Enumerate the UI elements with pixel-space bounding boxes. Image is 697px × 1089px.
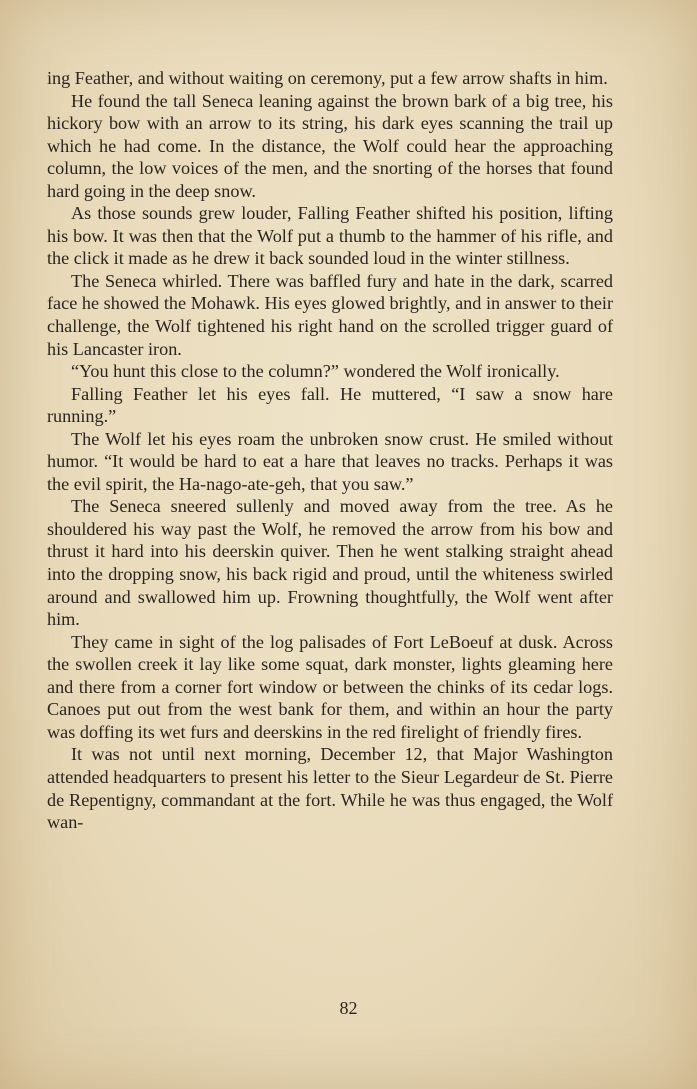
paragraph: Falling Feather let his eyes fall. He muttered, “I saw a snow hare running.” [47, 383, 613, 427]
paragraph: He found the tall Seneca leaning against the brown bark of a big tree, his hickory bow with an arrow to its string, his dark eyes scanning the trail up which he had come. In the distance, the Wolf could hear the approaching column, the low voices of the men, and the snorting of the horses that found hard going in the deep snow. [47, 90, 613, 201]
paragraph: The Wolf let his eyes roam the unbroken snow crust. He smiled without humor. “It would be hard to eat a hare that leaves no tracks. Perhaps it was the evil spirit, the Ha-nago-ate-geh, that you saw.” [47, 428, 613, 494]
page-number: 82 [339, 998, 358, 1018]
paragraph: “You hunt this close to the column?” wondered the Wolf ironically. [71, 361, 560, 382]
paragraph: The Seneca whirled. There was baffled fury and hate in the dark, scarred face he showed the Mohawk. His eyes glowed brightly, and in answer to their challenge, the Wolf tightened his right hand on the scrolled trigger guard of his Lancaster iron. [47, 270, 613, 359]
paragraph: The Seneca sneered sullenly and moved away from the tree. As he shouldered his way past the Wolf, he removed the arrow from his bow and thrust it hard into his deerskin quiver. Then he went stalking straight ahead into the dropping snow, his back rigid and proud, until the whiteness swirled around and swallowed him up. Frowning thoughtfully, the Wolf went after him. [47, 496, 613, 630]
paragraph: They came in sight of the log palisades of Fort LeBoeuf at dusk. Across the swollen creek it lay like some squat, dark monster, lights gleaming here and there from a corner fort window or between the chinks of its cedar logs. Canoes put out from the west bank for them, and within an hour the party was doffing its wet furs and deerskins in the red firelight of friendly fires. [47, 631, 613, 742]
paragraph: As those sounds grew louder, Falling Feather shifted his position, lifting his bow. It was then that the Wolf put a thumb to the hammer of his rifle, and the click it made as he drew it back sounded loud in the winter stillness. [47, 203, 613, 269]
paragraph: It was not until next morning, December 12, that Major Washington attended headquarters to present his letter to the Sieur Legardeur de St. Pierre de Repentigny, commandant at the fort. While he was thus engaged, the Wolf wan- [47, 744, 613, 833]
paragraph: ing Feather, and without waiting on ceremony, put a few arrow shafts in him. [47, 68, 608, 88]
body-text [47, 67, 613, 834]
